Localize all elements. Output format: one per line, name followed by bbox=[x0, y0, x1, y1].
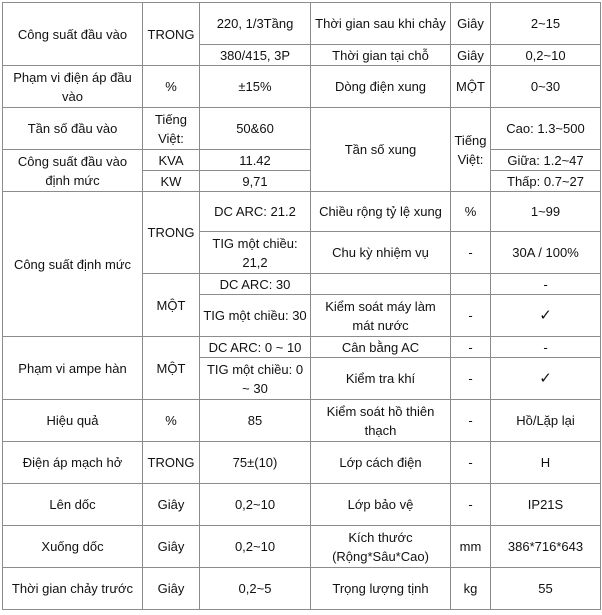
spec-label: Lớp bảo vệ bbox=[311, 484, 451, 526]
spec-unit: TRONG bbox=[143, 3, 200, 66]
spec-value: Hồ/Lặp lại bbox=[491, 400, 601, 442]
spec-unit: - bbox=[451, 442, 491, 484]
spec-value: ±15% bbox=[200, 66, 311, 108]
spec-unit: % bbox=[143, 66, 200, 108]
table-row bbox=[3, 192, 601, 232]
spec-value: DC ARC: 30 bbox=[200, 274, 311, 295]
spec-value: DC ARC: 21.2 bbox=[200, 192, 311, 232]
spec-value: Giữa: 1.2~47 bbox=[491, 150, 601, 171]
spec-value: 75±(10) bbox=[200, 442, 311, 484]
spec-value: 0,2~5 bbox=[200, 568, 311, 610]
spec-value: - bbox=[491, 337, 601, 358]
spec-unit: mm bbox=[451, 526, 491, 568]
spec-unit bbox=[451, 274, 491, 295]
spec-label: Kích thước (Rộng*Sâu*Cao) bbox=[311, 526, 451, 568]
table-row bbox=[3, 526, 601, 568]
spec-label: Kiểm tra khí bbox=[311, 358, 451, 400]
spec-value: TIG một chiều: 21,2 bbox=[200, 232, 311, 274]
spec-value: TIG một chiều: 30 bbox=[200, 295, 311, 337]
spec-value: 2~15 bbox=[491, 3, 601, 45]
spec-unit: MỘT bbox=[451, 66, 491, 108]
spec-label: Thời gian sau khi chảy bbox=[311, 3, 451, 45]
spec-value: DC ARC: 0 ~ 10 bbox=[200, 337, 311, 358]
spec-unit: % bbox=[143, 400, 200, 442]
spec-value: 85 bbox=[200, 400, 311, 442]
spec-unit: Giây bbox=[143, 484, 200, 526]
spec-value: 0,2~10 bbox=[200, 484, 311, 526]
spec-value: 1~99 bbox=[491, 192, 601, 232]
spec-unit: - bbox=[451, 295, 491, 337]
spec-label: Kiểm soát hồ thiên thạch bbox=[311, 400, 451, 442]
table-row bbox=[3, 568, 601, 610]
spec-unit: % bbox=[451, 192, 491, 232]
spec-value: 11.42 bbox=[200, 150, 311, 171]
spec-value: 0~30 bbox=[491, 66, 601, 108]
spec-value: 30A / 100% bbox=[491, 232, 601, 274]
spec-unit: Tiếng Việt: bbox=[451, 108, 491, 192]
spec-label: Cân bằng AC bbox=[311, 337, 451, 358]
table-row bbox=[3, 66, 601, 108]
spec-value: Thấp: 0.7~27 bbox=[491, 171, 601, 192]
spec-label: Điện áp mạch hở bbox=[3, 442, 143, 484]
spec-label: Thời gian chảy trước bbox=[3, 568, 143, 610]
table-row bbox=[3, 337, 601, 358]
spec-unit: Giây bbox=[143, 526, 200, 568]
spec-unit: TRONG bbox=[143, 442, 200, 484]
spec-label: Lớp cách điện bbox=[311, 442, 451, 484]
spec-value: 386*716*643 bbox=[491, 526, 601, 568]
spec-unit: KVA bbox=[143, 150, 200, 171]
spec-label: Kiểm soát máy làm mát nước bbox=[311, 295, 451, 337]
spec-unit: KW bbox=[143, 171, 200, 192]
spec-unit: Giây bbox=[451, 45, 491, 66]
spec-value: 50&60 bbox=[200, 108, 311, 150]
spec-label: Thời gian tại chỗ bbox=[311, 45, 451, 66]
spec-label: Chiều rộng tỷ lệ xung bbox=[311, 192, 451, 232]
spec-label: Dòng điện xung bbox=[311, 66, 451, 108]
spec-label: Chu kỳ nhiệm vụ bbox=[311, 232, 451, 274]
spec-label: Công suất đầu vào định mức bbox=[3, 150, 143, 192]
spec-label: Tần số xung bbox=[311, 108, 451, 192]
spec-label: Xuống dốc bbox=[3, 526, 143, 568]
spec-label: Lên dốc bbox=[3, 484, 143, 526]
spec-unit: - bbox=[451, 232, 491, 274]
spec-label bbox=[311, 274, 451, 295]
spec-value: IP21S bbox=[491, 484, 601, 526]
spec-unit: - bbox=[451, 484, 491, 526]
spec-value: 9,71 bbox=[200, 171, 311, 192]
table-row bbox=[3, 400, 601, 442]
spec-label: Tần số đầu vào bbox=[3, 108, 143, 150]
spec-unit: - bbox=[451, 358, 491, 400]
specification-table bbox=[2, 2, 601, 610]
spec-label: Trọng lượng tịnh bbox=[311, 568, 451, 610]
spec-value: TIG một chiều: 0 ~ 30 bbox=[200, 358, 311, 400]
spec-value: 0,2~10 bbox=[200, 526, 311, 568]
check-icon: ✓ bbox=[491, 358, 601, 400]
spec-value: Cao: 1.3~500 bbox=[491, 108, 601, 150]
spec-value: 55 bbox=[491, 568, 601, 610]
table-row bbox=[3, 484, 601, 526]
spec-unit: - bbox=[451, 337, 491, 358]
spec-value: - bbox=[491, 274, 601, 295]
spec-label: Công suất định mức bbox=[3, 192, 143, 337]
spec-unit: Tiếng Việt: bbox=[143, 108, 200, 150]
table-row bbox=[3, 150, 601, 171]
spec-value: H bbox=[491, 442, 601, 484]
spec-label: Công suất đầu vào bbox=[3, 3, 143, 66]
spec-unit: Giây bbox=[143, 568, 200, 610]
spec-value: 380/415, 3P bbox=[200, 45, 311, 66]
spec-unit: - bbox=[451, 400, 491, 442]
table-row bbox=[3, 3, 601, 45]
spec-unit: MỘT bbox=[143, 337, 200, 400]
spec-unit: kg bbox=[451, 568, 491, 610]
spec-value: 0,2~10 bbox=[491, 45, 601, 66]
spec-unit: Giây bbox=[451, 3, 491, 45]
table-row bbox=[3, 108, 601, 150]
spec-label: Hiệu quả bbox=[3, 400, 143, 442]
spec-label: Phạm vi điện áp đầu vào bbox=[3, 66, 143, 108]
spec-value: 220, 1/3Tầng bbox=[200, 3, 311, 45]
spec-unit: MỘT bbox=[143, 274, 200, 337]
spec-unit: TRONG bbox=[143, 192, 200, 274]
spec-label: Phạm vi ampe hàn bbox=[3, 337, 143, 400]
check-icon: ✓ bbox=[491, 295, 601, 337]
table-row bbox=[3, 442, 601, 484]
